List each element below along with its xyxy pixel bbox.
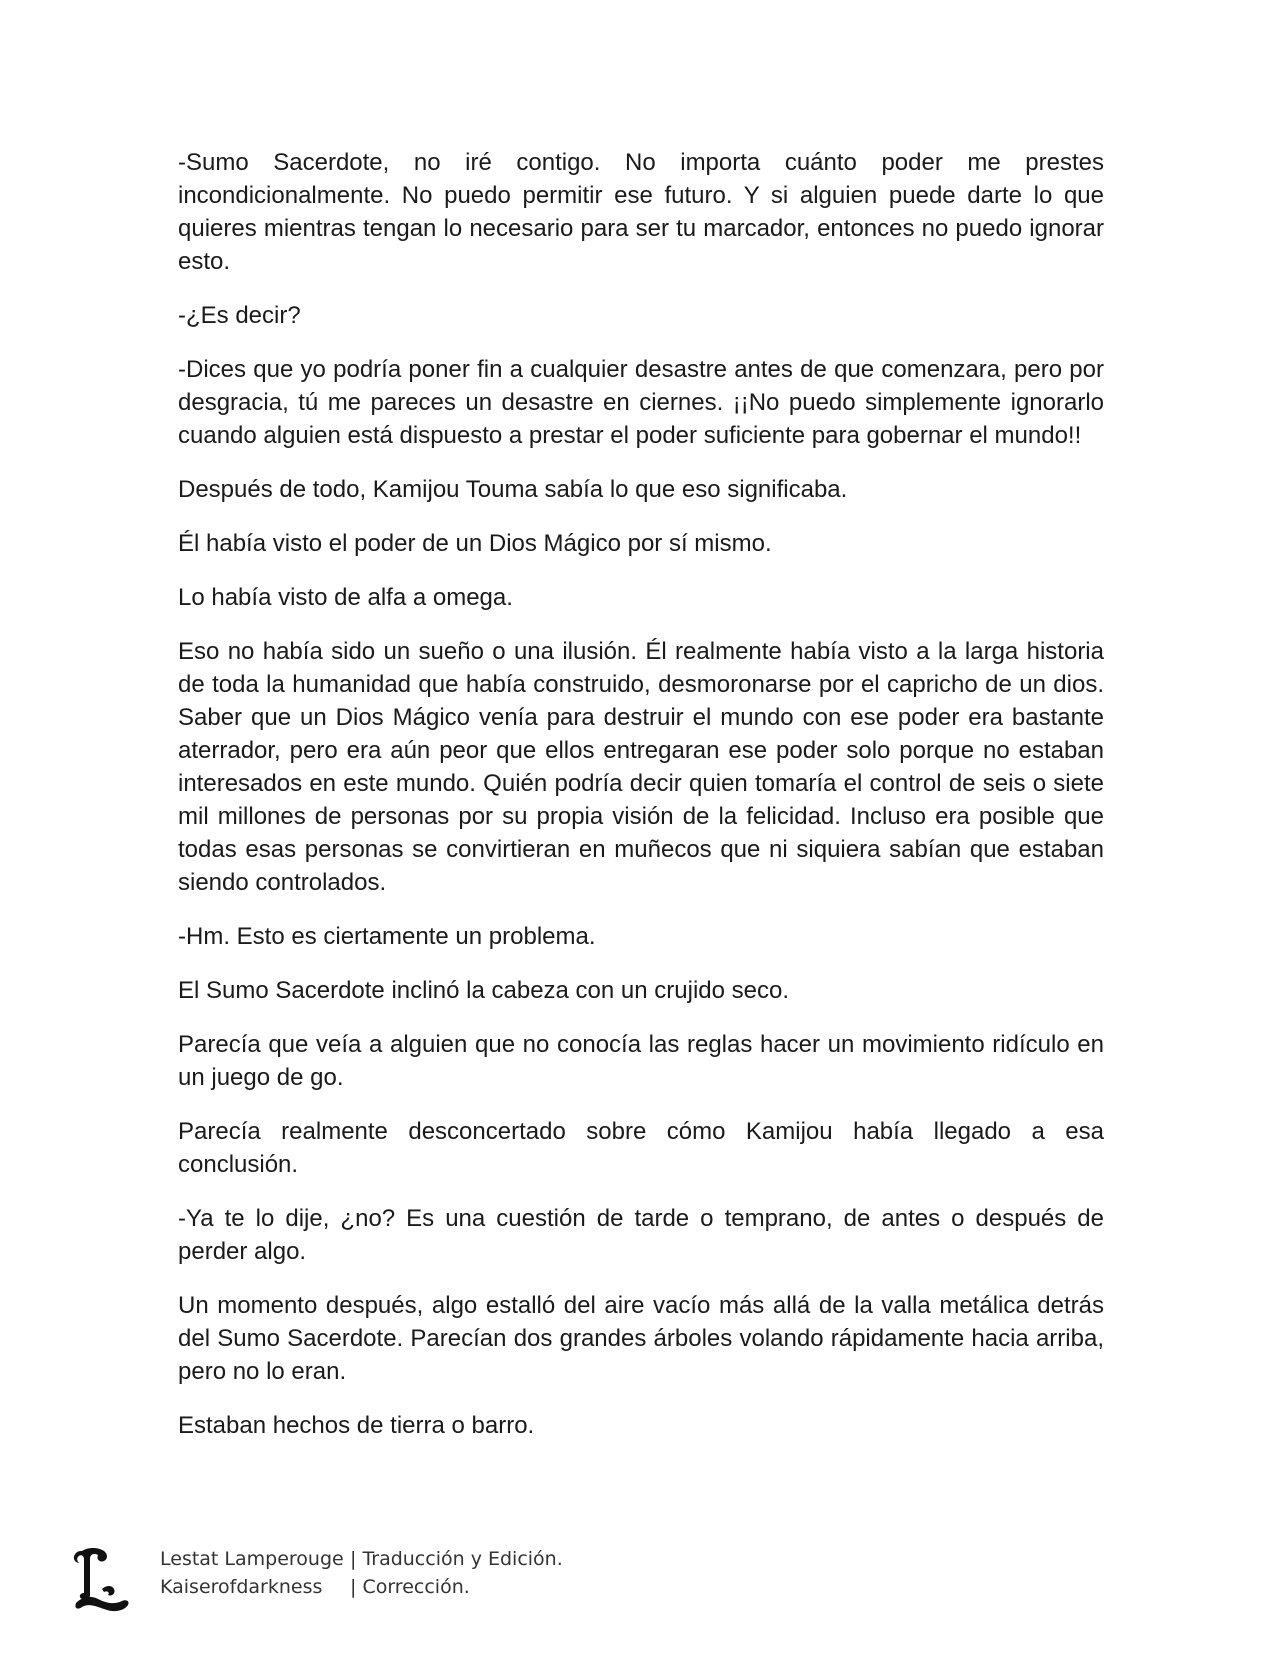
logo-letter: L — [100, 1584, 102, 1586]
footer-credits — [160, 1545, 563, 1601]
credit-row — [160, 1573, 563, 1601]
credit-name: Kaiserofdarkness — [160, 1576, 323, 1598]
paragraph: Después de todo, Kamijou Touma sabía lo que eso significaba. — [178, 476, 848, 503]
paragraph: Eso no había sido un sueño o una ilusión. Él realmente había visto a la larga historia de toda la humanidad que había construido, desmoronarse por el capricho de un dios. Saber que un Dios Mágico venía para destruir el mundo con ese poder era bastante aterrador, pero era aún peor que ellos entregaran ese poder solo porque no estaban interesados en este mundo. Quién podría decir quien tomaría el control de seis o siete mil millones de personas por su propia visión de la felicidad. Incluso era posible que todas esas personas se convirtieran en muñecos que ni siquiera sabían que estaban siendo controlados. — [178, 638, 1104, 896]
credit-row — [160, 1545, 563, 1573]
paragraph: -Hm. Esto es ciertamente un problema. — [178, 923, 596, 950]
credit-role: | Traducción y Edición. — [350, 1548, 563, 1570]
paragraph: Él había visto el poder de un Dios Mágico por sí mismo. — [178, 530, 772, 557]
paragraph: -Ya te lo dije, ¿no? Es una cuestión de tarde o temprano, de antes o después de perder algo. — [178, 1205, 1104, 1265]
paragraph: Lo había visto de alfa a omega. — [178, 584, 513, 611]
paragraph: Parecía que veía a alguien que no conocía las reglas hacer un movimiento ridículo en un juego de go. — [178, 1031, 1104, 1091]
paragraph: Un momento después, algo estalló del aire vacío más allá de la valla metálica detrás del Sumo Sacerdote. Parecían dos grandes árboles volando rápidamente hacia arriba, pero no lo eran. — [178, 1292, 1104, 1385]
credit-role: | Corrección. — [350, 1576, 470, 1598]
paragraph: -Dices que yo podría poner fin a cualquier desastre antes de que comenzara, pero por desgracia, tú me pareces un desastre en ciernes. ¡¡No puedo simplemente ignorarlo cuando alguien está dispuesto a prestar el poder suficiente para gobernar el mundo!! — [178, 356, 1104, 449]
paragraph: El Sumo Sacerdote inclinó la cabeza con un crujido seco. — [178, 977, 790, 1004]
paragraph: Parecía realmente desconcertado sobre cómo Kamijou había llegado a esa conclusión. — [178, 1118, 1104, 1178]
paragraph: Estaban hechos de tierra o barro. — [178, 1412, 535, 1439]
credit-name: Lestat Lamperouge — [160, 1548, 344, 1570]
gothic-letter-l-logo-icon — [68, 1545, 132, 1615]
page-footer — [68, 1545, 768, 1615]
paragraph: -Sumo Sacerdote, no iré contigo. No importa cuánto poder me prestes incondicionalmente. No puedo permitir ese futuro. Y si alguien puede darte lo que quieres mientras tengan lo necesario para ser tu marcador, entonces no puedo ignorar esto. — [178, 149, 1104, 275]
paragraph: -¿Es decir? — [178, 302, 301, 329]
document-body — [178, 146, 1104, 1463]
